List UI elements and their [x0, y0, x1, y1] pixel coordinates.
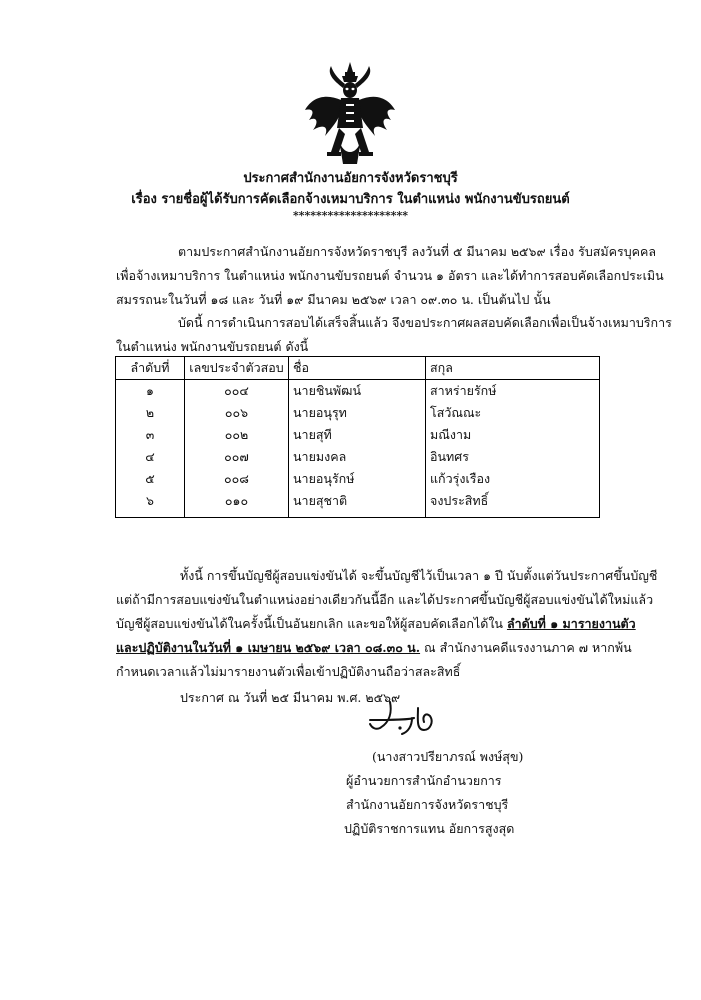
- table-row: [116, 468, 600, 490]
- cell-last-name: สาหร่ายรักษ์: [426, 380, 600, 403]
- paragraph-2-line-1: บัดนี้ การดำเนินการสอบได้เสร็จสิ้นแล้ว จึงขอประกาศผลสอบคัดเลือกเพื่อเป็นจ้างเหมาบริการ: [178, 315, 672, 330]
- closing-line-1: ทั้งนี้ การขึ้นบัญชีผู้สอบแข่งขันได้ จะขึ้นบัญชีไว้เป็นเวลา ๑ ปี นับตั้งแต่วันประกาศขึ้นบัญชี: [180, 568, 658, 583]
- cell-exam-id: ๐๐๔: [185, 380, 289, 403]
- signature-mark: [368, 698, 438, 738]
- cell-first-name: นายชินพัฒน์: [289, 380, 426, 403]
- closing-line-2: แต่ถ้ามีการสอบแข่งขันในตำแหน่งอย่างเดียวกันนี้อีก และได้ประกาศขึ้นบัญชีผู้สอบแข่งขันได้ใหม่แล้ว: [116, 592, 654, 607]
- cell-order: ๔: [145, 449, 155, 464]
- closing-line-4-text: ณ สำนักงานคดีแรงงานภาค ๗ หากพ้น: [420, 640, 632, 655]
- announcement-date: ประกาศ ณ วันที่ ๒๕ มีนาคม พ.ศ. ๒๕๖๙: [180, 690, 401, 705]
- cell-exam-id: ๐๐๗: [185, 446, 289, 468]
- cell-first-name: นายมงคล: [289, 446, 426, 468]
- signatory-position-1: ผู้อำนวยการสำนักอำนวยการ: [346, 773, 502, 788]
- cell-exam-id: ๐๐๖: [185, 402, 289, 424]
- cell-exam-id: ๐๐๒: [185, 424, 289, 446]
- header-first-name: ชื่อ: [289, 357, 426, 380]
- cell-last-name: แก้วรุ่งเรือง: [426, 468, 600, 490]
- announcement-subject: เรื่อง รายชื่อผู้ได้รับการคัดเลือกจ้างเหมาบริการ ในตำแหน่ง พนักงานขับรถยนต์: [131, 192, 570, 207]
- header-last-name: สกุล: [426, 357, 600, 380]
- report-date-highlight: และปฏิบัติงานในวันที่ ๑ เมษายน ๒๕๖๙ เวลา ๐๘.๓๐ น.: [116, 640, 421, 655]
- cell-last-name: มณีงาม: [426, 424, 600, 446]
- signatory-position-2: สำนักงานอัยการจังหวัดราชบุรี: [346, 797, 509, 812]
- cell-order: ๕: [145, 471, 155, 486]
- cell-first-name: นายอนุรักษ์: [289, 468, 426, 490]
- cell-exam-id: ๐๑๐: [185, 490, 289, 518]
- closing-line-3-text: บัญชีผู้สอบแข่งขันได้ในครั้งนี้เป็นอันยกเลิก และขอให้ผู้สอบคัดเลือกได้ใน: [116, 616, 507, 631]
- signatory-position-3: ปฏิบัติราชการแทน อัยการสูงสุด: [344, 821, 515, 836]
- table-row: [116, 446, 600, 468]
- cell-first-name: นายสุชาติ: [289, 490, 426, 518]
- header-order: ลำดับที่: [116, 357, 185, 380]
- table-row: [116, 380, 600, 403]
- cell-order: ๖: [146, 493, 154, 508]
- results-table: [115, 356, 600, 518]
- cell-last-name: อินทศร: [426, 446, 600, 468]
- cell-order: ๒: [145, 405, 155, 420]
- cell-first-name: นายสุที: [289, 424, 426, 446]
- paragraph-1-line-1: ตามประกาศสำนักงานอัยการจังหวัดราชบุรี ลงวันที่ ๕ มีนาคม ๒๕๖๙ เรื่อง รับสมัครบุคคล: [178, 244, 657, 259]
- paragraph-1-line-2: เพื่อจ้างเหมาบริการ ในตำแหน่ง พนักงานขับรถยนต์ จำนวน ๑ อัตรา และได้ทำการสอบคัดเลือกประเมิน: [116, 268, 664, 283]
- cell-order: ๓: [145, 427, 155, 442]
- signatory-name: (นางสาวปรียาภรณ์ พงษ์สุข): [372, 749, 524, 764]
- paragraph-1-line-3: สมรรถนะในวันที่ ๑๘ และ วันที่ ๑๙ มีนาคม ๒๕๖๙ เวลา ๐๙.๓๐ น. เป็นต้นไป นั้น: [116, 292, 551, 307]
- cell-exam-id: ๐๐๘: [185, 468, 289, 490]
- closing-line-4: [116, 638, 632, 658]
- paragraph-2-line-2: ในตำแหน่ง พนักงานขับรถยนต์ ดังนี้: [116, 339, 309, 354]
- table-header-row: [116, 357, 600, 380]
- table-row: [116, 402, 600, 424]
- cell-first-name: นายอนุรุท: [289, 402, 426, 424]
- announcement-title: ประกาศสำนักงานอัยการจังหวัดราชบุรี: [243, 171, 458, 186]
- header-exam-id: เลขประจำตัวสอบ: [185, 357, 289, 380]
- cell-order: ๑: [146, 383, 154, 398]
- closing-line-5: กำหนดเวลาแล้วไม่มารายงานตัวเพื่อเข้าปฏิบัติงานถือว่าสละสิทธิ์: [116, 664, 461, 679]
- report-order-highlight: ลำดับที่ ๑ มารายงานตัว: [506, 616, 636, 631]
- table-row: [116, 490, 600, 518]
- title-separator: ********************: [292, 209, 409, 222]
- closing-line-3: [116, 614, 636, 634]
- cell-last-name: จงประสิทธิ์: [426, 490, 600, 518]
- table-row: [116, 424, 600, 446]
- garuda-emblem-icon: [303, 60, 397, 170]
- cell-last-name: โสวัณณะ: [426, 402, 600, 424]
